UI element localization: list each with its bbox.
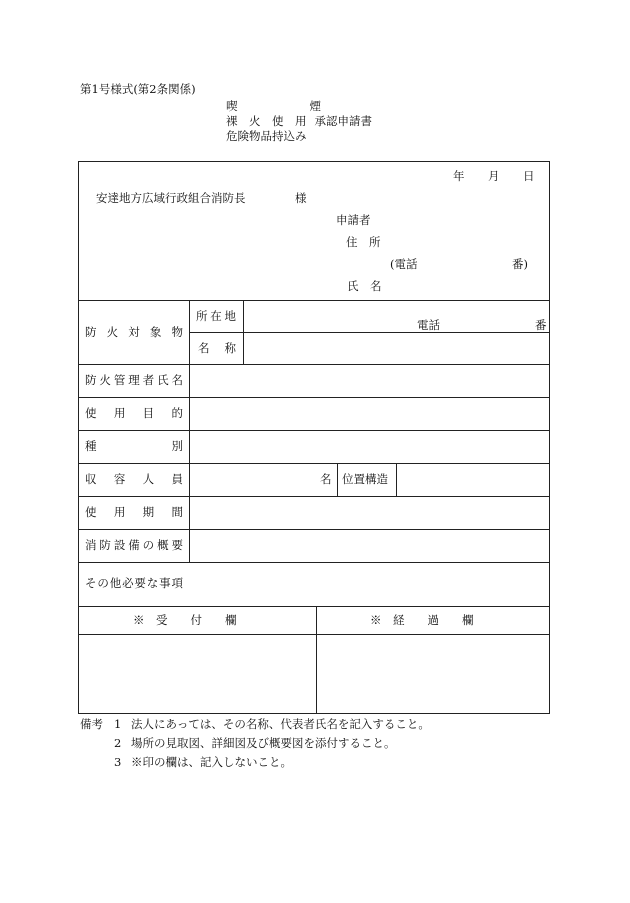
name-label: 氏 名 bbox=[347, 279, 382, 293]
address-label: 住 所 bbox=[346, 235, 381, 249]
title-smoking-1: 喫 bbox=[226, 99, 238, 113]
application-form-table bbox=[78, 161, 550, 714]
title-line-1 bbox=[226, 101, 321, 113]
category-label: 種別 bbox=[85, 439, 183, 453]
date-day: 日 bbox=[523, 169, 535, 183]
form-number: 第1号様式(第2条関係) bbox=[80, 82, 196, 96]
title-approval-application: 承認申請書 bbox=[314, 114, 372, 128]
divider bbox=[337, 463, 338, 496]
divider bbox=[189, 300, 190, 562]
reception-column-header: ※ 受 付 欄 bbox=[133, 613, 237, 627]
title-open-fire: 裸 火 使 用 bbox=[226, 114, 307, 128]
title-line-2 bbox=[226, 116, 372, 128]
note-3-number: 3 bbox=[114, 755, 122, 769]
title-smoking-2: 煙 bbox=[309, 99, 321, 113]
addressee: 安達地方広域行政組合消防長 bbox=[96, 191, 246, 205]
location-structure-label: 位置構造 bbox=[342, 472, 388, 486]
phone-label: 電話 bbox=[417, 318, 440, 332]
divider bbox=[396, 463, 397, 496]
period-label: 使用期間 bbox=[85, 505, 183, 519]
date-year: 年 bbox=[453, 169, 465, 183]
divider bbox=[79, 529, 549, 530]
divider bbox=[79, 606, 549, 607]
phone-ban-label: 番 bbox=[535, 318, 547, 332]
title-dangerous-goods: 危険物品持込み bbox=[226, 129, 307, 143]
phone-open-label: (電話 bbox=[390, 257, 418, 271]
notes-label: 備考 bbox=[80, 717, 103, 731]
divider bbox=[79, 364, 549, 365]
divider bbox=[79, 463, 549, 464]
date-month: 月 bbox=[488, 169, 500, 183]
divider bbox=[79, 430, 549, 431]
divider bbox=[79, 562, 549, 563]
divider bbox=[316, 606, 317, 714]
fire-target-label: 防火対象物 bbox=[85, 325, 183, 339]
purpose-label: 使用目的 bbox=[85, 406, 183, 420]
location-label: 所在地 bbox=[196, 309, 236, 323]
note-1-text: 法人にあっては、その名称、代表者氏名を記入すること。 bbox=[131, 717, 430, 731]
honorific: 様 bbox=[295, 191, 307, 205]
title-line-3 bbox=[226, 131, 307, 143]
divider bbox=[79, 634, 549, 635]
note-1-number: 1 bbox=[114, 717, 122, 731]
divider bbox=[243, 300, 244, 364]
applicant-label: 申請者 bbox=[336, 213, 371, 227]
divider bbox=[79, 496, 549, 497]
note-2-text: 場所の見取図、詳細図及び概要図を添付すること。 bbox=[131, 736, 396, 750]
other-matters-label: その他必要な事項 bbox=[85, 576, 183, 590]
note-3-text: ※印の欄は、記入しないこと。 bbox=[131, 755, 292, 769]
capacity-unit: 名 bbox=[320, 472, 332, 486]
fire-equipment-label: 消防設備の概要 bbox=[85, 538, 183, 552]
facility-name-label: 名 称 bbox=[198, 341, 236, 355]
divider bbox=[79, 397, 549, 398]
fire-manager-label: 防火管理者氏名 bbox=[85, 373, 183, 387]
divider bbox=[79, 300, 549, 301]
capacity-label: 収容人員 bbox=[85, 472, 183, 486]
note-2-number: 2 bbox=[114, 736, 122, 750]
phone-close-label: 番) bbox=[512, 257, 528, 271]
progress-column-header: ※ 経 過 欄 bbox=[370, 613, 474, 627]
